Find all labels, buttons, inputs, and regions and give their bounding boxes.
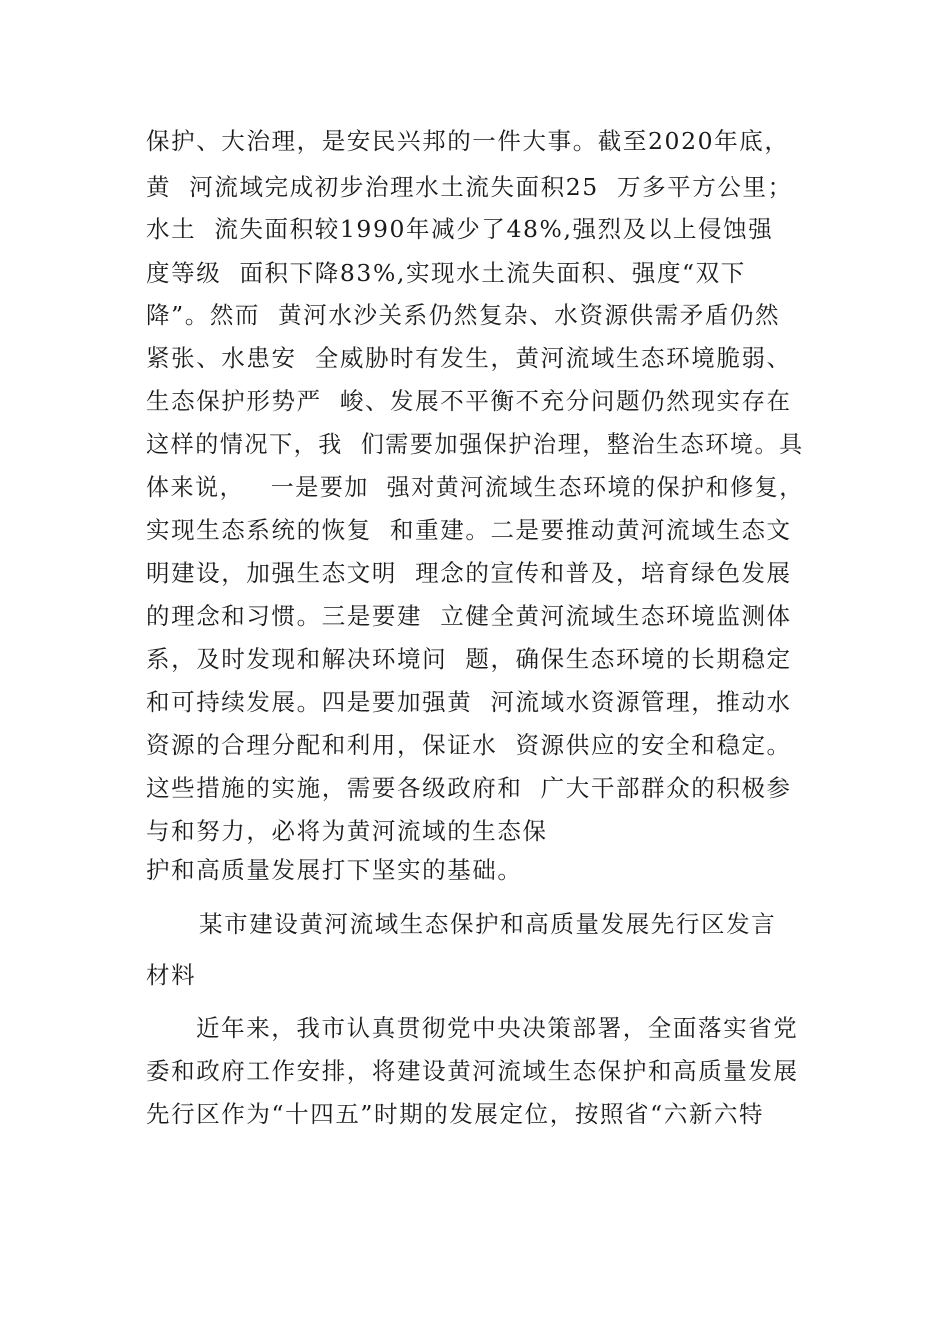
title-line: 某市建设黄河流域生态保护和高质量发展先行区发言: [199, 910, 777, 938]
text-line: 资源的合理分配和利用，保证水 资源供应的安全和稳定。: [146, 731, 792, 759]
text-line: 紧张、水患安 全威胁时有发生，黄河流域生态环境脆弱、: [146, 344, 792, 372]
text-line: 实现生态系统的恢复 和重建。二是要推动黄河流域生态文: [146, 516, 792, 544]
text-line: 这样的情况下，我 们需要加强保护治理，整治生态环境。具: [146, 430, 804, 458]
text-line: 度等级 面积下降83%,实现水土流失面积、强度“双下: [146, 259, 746, 287]
text-line: 明建设，加强生态文明 理念的宣传和普及，培育绿色发展: [146, 559, 792, 587]
text-line: 降”。然而 黄河水沙关系仍然复杂、水资源供需矛盾仍然: [146, 301, 781, 329]
text-line: 黄 河流域完成初步治理水土流失面积25 万多平方公里；: [146, 173, 793, 201]
text-line: 这些措施的实施，需要各级政府和 广大干部群众的积极参: [146, 774, 792, 802]
text-line: 保护、大治理，是安民兴邦的一件大事。截至2020年底，: [146, 127, 790, 155]
text-line: 体来说， 一是要加 强对黄河流域生态环境的保护和修复，: [146, 473, 804, 501]
title-line: 材料: [146, 961, 197, 989]
text-line: 近年来，我市认真贯彻党中央决策部署，全面落实省党: [196, 1014, 799, 1042]
text-line: 先行区作为“十四五”时期的发展定位，按照省“六新六特: [146, 1100, 765, 1128]
text-line: 的理念和习惯。三是要建 立健全黄河流域生态环境监测体: [146, 602, 792, 630]
text-line: 系，及时发现和解决环境问 题，确保生态环境的长期稳定: [146, 645, 792, 673]
text-line: 生态保护形势严 峻、发展不平衡不充分问题仍然现实存在: [146, 387, 792, 415]
text-line: 和可持续发展。四是要加强黄 河流域水资源管理，推动水: [146, 688, 792, 716]
text-line: 护和高质量发展打下坚实的基础。: [146, 856, 523, 884]
text-line: 水土 流失面积较1990年减少了48%,强烈及以上侵蚀强: [146, 215, 774, 243]
text-line: 与和努力，必将为黄河流域的生态保: [146, 817, 548, 845]
text-line: 委和政府工作安排，将建设黄河流域生态保护和高质量发展: [146, 1057, 799, 1085]
